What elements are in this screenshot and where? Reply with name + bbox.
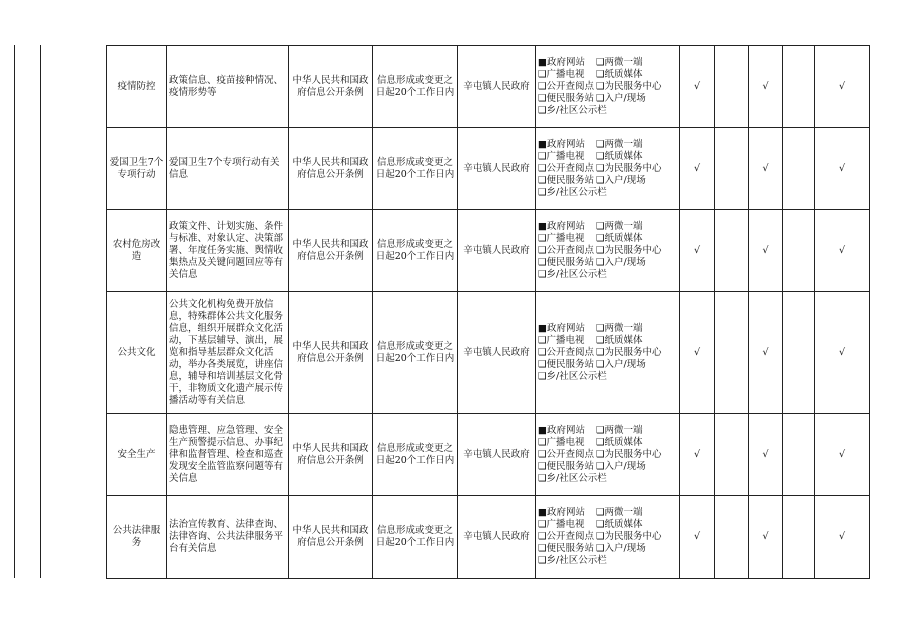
- channel-option: ❑为民服务中心: [596, 80, 662, 92]
- channel-option: ❑纸质媒体: [596, 436, 643, 448]
- check-mark-cell: √: [749, 128, 783, 210]
- left-margin-line-1: [14, 45, 15, 578]
- check-mark-cell: √: [815, 46, 870, 128]
- channel-option: ❑两微一端: [596, 322, 643, 334]
- check-mark-cell: [715, 414, 749, 496]
- time-cell: 信息形成或变更之日起20个工作日内: [373, 414, 458, 496]
- check-mark-cell: [783, 496, 815, 579]
- channel-line: [538, 57, 677, 69]
- channel-line: [538, 323, 677, 335]
- channel-option: ■政府网站: [538, 138, 585, 150]
- check-mark-cell: √: [680, 210, 715, 292]
- check-mark-cell: [715, 496, 749, 579]
- channel-line: [538, 69, 677, 81]
- channel-option: ❑纸质媒体: [596, 68, 643, 80]
- table-row: [107, 46, 870, 128]
- channel-option: ❑便民服务站: [538, 358, 595, 370]
- check-mark-cell: [783, 128, 815, 210]
- time-cell: 信息形成或变更之日起20个工作日内: [373, 210, 458, 292]
- channel-option: ❑广播电视: [538, 150, 585, 162]
- check-mark-cell: [783, 46, 815, 128]
- check-mark-cell: √: [815, 292, 870, 414]
- channel-option: ■政府网站: [538, 507, 585, 518]
- basis-cell: 中华人民共和国政府信息公开条例: [289, 496, 373, 579]
- channel-line: [538, 163, 677, 175]
- disclosure-table: [106, 45, 870, 579]
- channel-option: ❑纸质媒体: [596, 519, 643, 530]
- channel-line: [538, 257, 677, 269]
- channel-cell: [536, 210, 680, 292]
- channel-option: ■政府网站: [538, 322, 585, 334]
- channel-option: ❑广播电视: [538, 436, 585, 448]
- channel-line: [538, 335, 677, 347]
- item-cell: 安全生产: [107, 414, 167, 496]
- channel-option: ❑纸质媒体: [596, 334, 643, 346]
- channel-option: ❑两微一端: [596, 507, 643, 518]
- check-mark-cell: √: [749, 210, 783, 292]
- channel-option: ❑入户/现场: [596, 543, 646, 554]
- channel-option: ❑入户/现场: [596, 174, 646, 186]
- channel-option: ❑两微一端: [596, 424, 643, 436]
- channel-option: ❑公开查阅点: [538, 162, 595, 174]
- content-cell: 爱国卫生7个专项行动有关信息: [167, 128, 289, 210]
- channel-option: ❑为民服务中心: [596, 162, 662, 174]
- check-mark-cell: √: [680, 46, 715, 128]
- table-row: [107, 128, 870, 210]
- channel-line: [538, 437, 677, 449]
- content-cell: 政策信息、疫苗接种情况、疫情形势等: [167, 46, 289, 128]
- channel-option: ❑乡/社区公示栏: [538, 268, 607, 280]
- channel-line: [538, 233, 677, 245]
- left-margin-line-2: [40, 45, 41, 578]
- channel-line: [538, 175, 677, 187]
- channel-line: [538, 543, 677, 555]
- check-mark-cell: [715, 210, 749, 292]
- basis-cell: 中华人民共和国政府信息公开条例: [289, 210, 373, 292]
- channel-line: [538, 105, 677, 117]
- subject-cell: 辛屯镇人民政府: [458, 496, 536, 579]
- channel-line: [538, 371, 677, 383]
- check-mark-cell: √: [749, 496, 783, 579]
- channel-line: [538, 269, 677, 281]
- channel-option: ❑入户/现场: [596, 358, 646, 370]
- channel-cell: [536, 414, 680, 496]
- channel-option: ■政府网站: [538, 56, 585, 68]
- check-mark-cell: √: [815, 496, 870, 579]
- channel-option: ❑便民服务站: [538, 460, 595, 472]
- check-mark-cell: [715, 128, 749, 210]
- channel-option: ❑便民服务站: [538, 543, 595, 554]
- channel-line: [538, 347, 677, 359]
- check-mark-cell: √: [680, 292, 715, 414]
- channel-option: ❑乡/社区公示栏: [538, 186, 607, 198]
- channel-option: ❑乡/社区公示栏: [538, 472, 607, 484]
- channel-line: [538, 507, 677, 519]
- time-cell: 信息形成或变更之日起20个工作日内: [373, 496, 458, 579]
- channel-line: [538, 425, 677, 437]
- channel-line: [538, 139, 677, 151]
- channel-line: [538, 359, 677, 371]
- channel-option: ❑便民服务站: [538, 256, 595, 268]
- check-mark-cell: √: [680, 128, 715, 210]
- channel-option: ❑广播电视: [538, 334, 585, 346]
- channel-option: ❑为民服务中心: [596, 346, 662, 358]
- check-mark-cell: √: [680, 414, 715, 496]
- check-mark-cell: √: [749, 414, 783, 496]
- item-cell: 爱国卫生7个专项行动: [107, 128, 167, 210]
- subject-cell: 辛屯镇人民政府: [458, 210, 536, 292]
- subject-cell: 辛屯镇人民政府: [458, 414, 536, 496]
- content-cell: 法治宣传教育、法律查询、法律咨询、公共法律服务平台有关信息: [167, 496, 289, 579]
- channel-option: ❑入户/现场: [596, 256, 646, 268]
- channel-option: ❑两微一端: [596, 56, 643, 68]
- channel-line: [538, 81, 677, 93]
- channel-option: ❑广播电视: [538, 68, 585, 80]
- channel-line: [538, 519, 677, 531]
- channel-cell: [536, 128, 680, 210]
- item-cell: 公共法律服务: [107, 496, 167, 579]
- channel-option: ❑纸质媒体: [596, 232, 643, 244]
- table-body: [107, 46, 870, 579]
- channel-line: [538, 555, 677, 567]
- channel-option: ❑乡/社区公示栏: [538, 555, 607, 566]
- channel-option: ❑入户/现场: [596, 92, 646, 104]
- channel-option: ❑乡/社区公示栏: [538, 370, 607, 382]
- channel-option: ❑乡/社区公示栏: [538, 104, 607, 116]
- channel-option: ❑纸质媒体: [596, 150, 643, 162]
- basis-cell: 中华人民共和国政府信息公开条例: [289, 46, 373, 128]
- item-cell: 公共文化: [107, 292, 167, 414]
- check-mark-cell: [783, 292, 815, 414]
- channel-option: ❑公开查阅点: [538, 531, 595, 542]
- table-row: [107, 414, 870, 496]
- subject-cell: 辛屯镇人民政府: [458, 46, 536, 128]
- table-row: [107, 292, 870, 414]
- channel-line: [538, 93, 677, 105]
- channel-option: ■政府网站: [538, 424, 585, 436]
- subject-cell: 辛屯镇人民政府: [458, 292, 536, 414]
- check-mark-cell: √: [815, 128, 870, 210]
- channel-line: [538, 151, 677, 163]
- subject-cell: 辛屯镇人民政府: [458, 128, 536, 210]
- channel-line: [538, 531, 677, 543]
- time-cell: 信息形成或变更之日起20个工作日内: [373, 46, 458, 128]
- check-mark-cell: √: [749, 46, 783, 128]
- channel-option: ❑广播电视: [538, 519, 585, 530]
- table-row: [107, 496, 870, 579]
- basis-cell: 中华人民共和国政府信息公开条例: [289, 128, 373, 210]
- channel-option: ❑两微一端: [596, 138, 643, 150]
- channel-option: ❑广播电视: [538, 232, 585, 244]
- channel-option: ❑便民服务站: [538, 174, 595, 186]
- channel-line: [538, 187, 677, 199]
- channel-option: ❑公开查阅点: [538, 448, 595, 460]
- channel-option: ❑两微一端: [596, 220, 643, 232]
- channel-option: ❑为民服务中心: [596, 244, 662, 256]
- channel-option: ❑公开查阅点: [538, 80, 595, 92]
- check-mark-cell: [715, 46, 749, 128]
- channel-option: ❑便民服务站: [538, 92, 595, 104]
- content-cell: 公共文化机构免费开放信息，特殊群体公共文化服务信息，组织开展群众文化活动，下基层辅导、演出，展览和指导基层群众文化活动，举办各类展览，讲座信息，辅导和培训基层文化骨干，非物质文化遗产展示传播活动等有关信息: [167, 292, 289, 414]
- content-cell: 隐患管理、应急管理、安全生产预警提示信息、办事纪律和监督管理、检查和巡查发现安全监管监察问题等有关信息: [167, 414, 289, 496]
- check-mark-cell: √: [815, 414, 870, 496]
- channel-line: [538, 473, 677, 485]
- basis-cell: 中华人民共和国政府信息公开条例: [289, 292, 373, 414]
- channel-option: ■政府网站: [538, 220, 585, 232]
- check-mark-cell: [783, 414, 815, 496]
- time-cell: 信息形成或变更之日起20个工作日内: [373, 292, 458, 414]
- check-mark-cell: √: [749, 292, 783, 414]
- channel-line: [538, 461, 677, 473]
- channel-option: ❑公开查阅点: [538, 346, 595, 358]
- table-row: [107, 210, 870, 292]
- channel-cell: [536, 496, 680, 579]
- check-mark-cell: √: [815, 210, 870, 292]
- channel-cell: [536, 46, 680, 128]
- item-cell: 疫情防控: [107, 46, 167, 128]
- channel-line: [538, 449, 677, 461]
- channel-line: [538, 221, 677, 233]
- channel-cell: [536, 292, 680, 414]
- check-mark-cell: √: [680, 496, 715, 579]
- content-cell: 政策文件、计划实施、条件与标准、对象认定、决策部署、年度任务实施、舆情收集热点及关键问题回应等有关信息: [167, 210, 289, 292]
- check-mark-cell: [715, 292, 749, 414]
- item-cell: 农村危房改造: [107, 210, 167, 292]
- channel-line: [538, 245, 677, 257]
- channel-option: ❑入户/现场: [596, 460, 646, 472]
- basis-cell: 中华人民共和国政府信息公开条例: [289, 414, 373, 496]
- time-cell: 信息形成或变更之日起20个工作日内: [373, 128, 458, 210]
- channel-option: ❑公开查阅点: [538, 244, 595, 256]
- channel-option: ❑为民服务中心: [596, 448, 662, 460]
- check-mark-cell: [783, 210, 815, 292]
- channel-option: ❑为民服务中心: [596, 531, 662, 542]
